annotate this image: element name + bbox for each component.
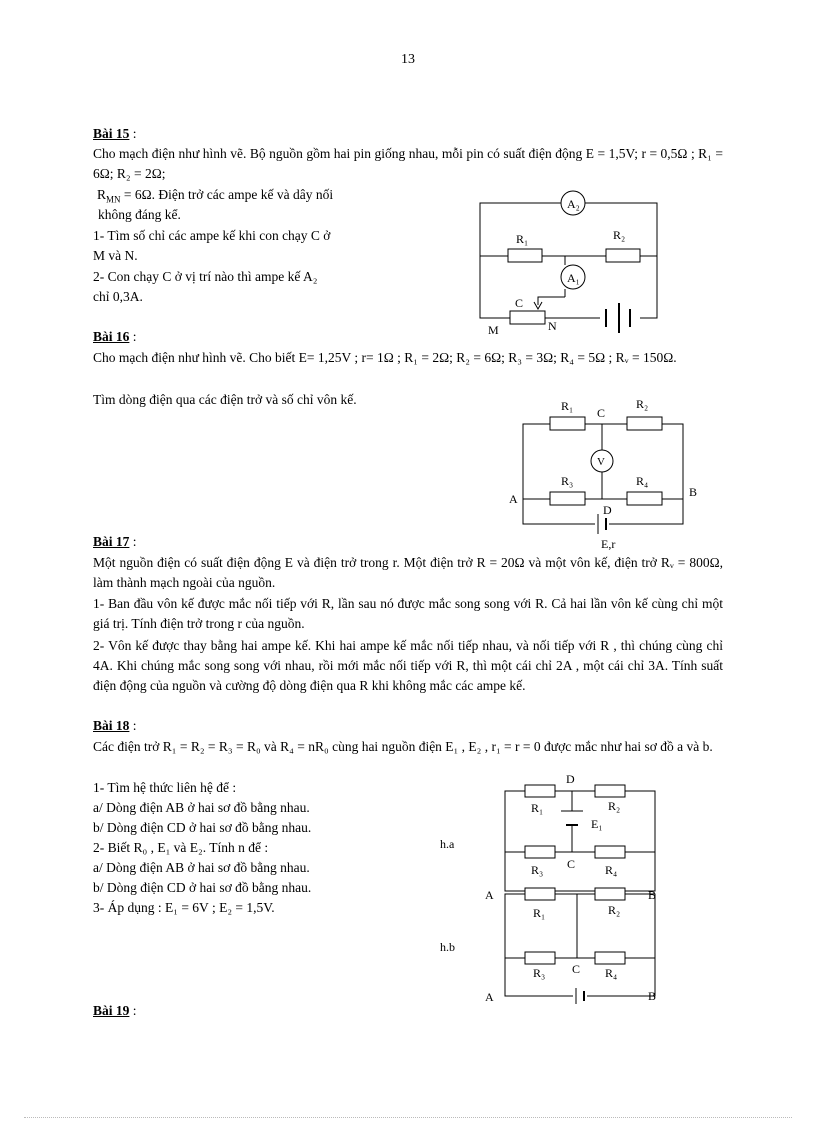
bai18-l5: a/ Dòng điện AB ở hai sơ đồ bằng nhau.: [93, 860, 310, 875]
bai16-label-er: E,r: [601, 537, 616, 551]
bai18-ha-resistor-r4: [595, 846, 625, 858]
bai18-label-hb: h.b: [440, 940, 455, 954]
bai18-l1: 1- Tìm hệ thức liên hệ để :: [93, 780, 237, 795]
bai16-heading: Bài 16 :: [93, 329, 137, 344]
bai15-label-a2: A₂: [567, 197, 580, 211]
bai18-label-b-top: B: [648, 888, 657, 902]
bai18-label-b-bottom: B: [648, 989, 657, 1003]
bai15-rmn-sub: MN: [106, 194, 121, 205]
bai18-intro: Các điện trở R₁ = R₂ = R₃ = R₀ và R₄ = nR₀ cùng hai nguồn điện E₁ , E₂ , r₁ = r = 0 được mắc như hai sơ đồ a và b.: [93, 739, 713, 754]
bai16-circuit-diagram: [505, 392, 705, 552]
bai18-l6: b/ Dòng điện CD ở hai sơ đồ bằng nhau.: [93, 880, 312, 895]
bai16-label-b: B: [689, 485, 698, 499]
bai18-ha-battery-e1: [561, 811, 583, 825]
bai18-ha-label-r1: R₁: [531, 801, 544, 815]
bai15-line3: không đáng kể.: [98, 207, 181, 222]
bai15-heading: Bài 15 :: [93, 126, 137, 141]
bai17-q2: 2- Vôn kế được thay bằng hai ampe kế. Khi hai ampe kế mắc nối tiếp nhau, và nối tiếp với R , thì chúng cùng chỉ 4A. Khi chúng mắc song song với nhau, rồi mới mắc nối tiếp với R, thì một cái chỉ 2A , một cái chỉ 3A. Tính suất điện động của nguồn và cường độ dòng điện qua R khi không mắc các ampe kế.: [93, 638, 723, 693]
bai15-slider-wire: [538, 297, 565, 305]
bai15-resistor-r2: [606, 249, 640, 262]
bai15-q1b: M và N.: [93, 248, 138, 263]
bai16-label-r3: R₃: [561, 474, 574, 488]
bai16-label-r4: R₄: [636, 474, 649, 488]
bai18-hb-label-r4: R₄: [605, 966, 618, 980]
bai19-heading: Bài 19 :: [93, 1003, 137, 1018]
bai18-heading: Bài 18 :: [93, 718, 137, 733]
bai18-circuit-diagrams: [435, 768, 665, 1013]
bai18-l7: 3- Áp dụng : E₁ = 6V ; E₂ = 1,5V.: [93, 900, 275, 915]
bai16-label-v: V: [597, 456, 605, 468]
bai18-hb-wires: [505, 894, 655, 996]
bai18-hb-label-r1: R₁: [533, 906, 546, 920]
bai15-rmn-rest: = 6Ω. Điện trở các ampe kế và dây nối: [120, 187, 334, 202]
bai15-rmn-r: R: [97, 187, 107, 202]
bai18-ha-wires: [505, 791, 655, 891]
bai18-hb-resistor-r2: [595, 888, 625, 900]
bai15-intro: Cho mạch điện như hình vẽ. Bộ nguồn gồm hai pin giống nhau, mỗi pin có suất điện động E = 1,5V; r = 0,5Ω ; R₁ = 6Ω; R₂ = 2Ω;: [93, 146, 723, 181]
bai15-label-r1: R₁: [516, 232, 529, 246]
bai17-title: Bài 17: [93, 534, 130, 549]
bai18-ha-label-e1: E₁: [591, 817, 603, 831]
bai15-label-n: N: [548, 319, 557, 333]
page-footer-divider: [24, 1117, 792, 1118]
bai15-title: Bài 15: [93, 126, 130, 141]
bai16-resistor-r2: [627, 417, 662, 430]
bai15-circuit-diagram: [470, 185, 670, 340]
bai18-hb-resistor-r1: [525, 888, 555, 900]
bai16-label-c: C: [597, 406, 606, 420]
bai18-ha-label-r2: R₂: [608, 799, 621, 813]
bai18-ha-resistor-r1: [525, 785, 555, 797]
bai16-question: Tìm dòng điện qua các điện trở và số chỉ vôn kế.: [93, 392, 357, 407]
bai15-label-c: C: [515, 296, 524, 310]
bai18-label-ha: h.a: [440, 837, 455, 851]
bai18-hb-resistor-r3: [525, 952, 555, 964]
bai16-label-a: A: [509, 492, 518, 506]
bai17-intro: Một nguồn điện có suất điện động E và điện trở trong r. Một điện trở R = 20Ω và một vôn kế, điện trở Rᵥ = 800Ω, làm thành mạch ngoài của nguồn.: [93, 555, 723, 590]
bai18-label-a-bottom: A: [485, 990, 494, 1004]
bai17-heading: Bài 17 :: [93, 534, 137, 549]
bai17-q1: 1- Ban đầu vôn kế được mắc nối tiếp với R, lần sau nó được mắc song song với R. Cả hai lần vôn kế cùng chỉ một giá trị. Tính điện trở trong r của nguồn.: [93, 596, 723, 631]
bai15-label-m: M: [488, 323, 499, 337]
bai18-l4: 2- Biết R₀ , E₁ và E₂. Tính n để :: [93, 840, 269, 855]
bai18-hb-label-r3: R₃: [533, 966, 546, 980]
bai18-l3: b/ Dòng điện CD ở hai sơ đồ bằng nhau.: [93, 820, 312, 835]
bai16-resistor-r1: [550, 417, 585, 430]
bai15-label-r2: R₂: [613, 228, 626, 242]
bai15-label-a1: A₁: [567, 271, 580, 285]
bai18-ha-label-r3: R₃: [531, 863, 544, 877]
bai16-label-r1: R₁: [561, 399, 574, 413]
page-number: 13: [401, 52, 415, 67]
bai15-q2a: 2- Con chạy C ở vị trí nào thì ampe kế A₂: [93, 269, 318, 284]
bai18-l2: a/ Dòng điện AB ở hai sơ đồ bằng nhau.: [93, 800, 310, 815]
bai16-resistor-r3: [550, 492, 585, 505]
bai18-ha-resistor-r2: [595, 785, 625, 797]
bai19-title: Bài 19: [93, 1003, 130, 1018]
bai15-q2b: chỉ 0,3A.: [93, 289, 143, 304]
bai18-hb-resistor-r4: [595, 952, 625, 964]
bai18-label-a-top: A: [485, 888, 494, 902]
bai16-label-d: D: [603, 503, 612, 517]
bai15-rheostat-mn: [510, 311, 545, 324]
bai16-title: Bài 16: [93, 329, 130, 344]
bai18-hb-label-r2: R₂: [608, 903, 621, 917]
bai15-q1a: 1- Tìm số chỉ các ampe kế khi con chạy C ở: [93, 228, 331, 243]
bai18-ha-label-r4: R₄: [605, 863, 618, 877]
bai16-resistor-r4: [627, 492, 662, 505]
bai15-resistor-r1: [508, 249, 542, 262]
bai18-title: Bài 18: [93, 718, 130, 733]
bai18-ha-label-d: D: [566, 772, 575, 786]
bai16-label-r2: R₂: [636, 397, 649, 411]
bai16-intro: Cho mạch điện như hình vẽ. Cho biết E= 1,25V ; r= 1Ω ; R₁ = 2Ω; R₂ = 6Ω; R₃ = 3Ω; R₄ = 5Ω ; Rᵥ = 150Ω.: [93, 350, 677, 365]
bai18-ha-label-c: C: [567, 857, 576, 871]
bai18-ha-resistor-r3: [525, 846, 555, 858]
bai18-hb-label-c: C: [572, 962, 581, 976]
